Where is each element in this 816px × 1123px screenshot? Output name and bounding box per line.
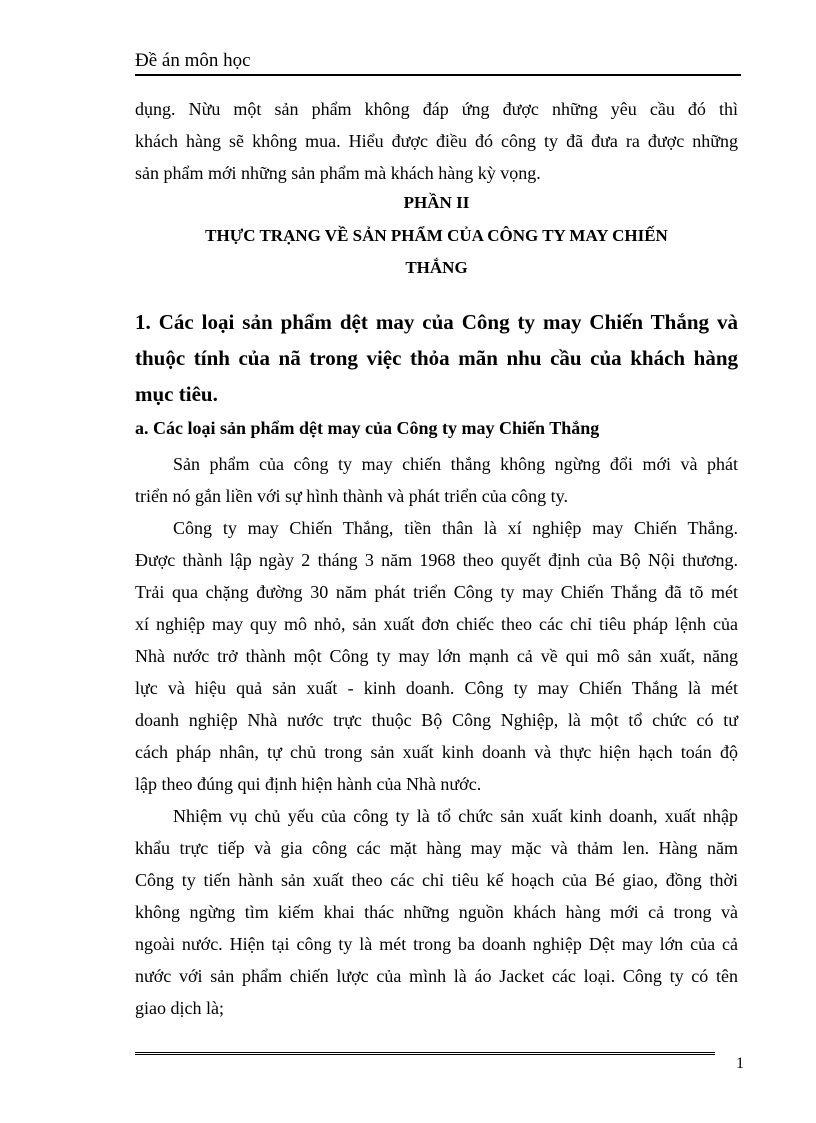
paragraph-line: ngoài nước. Hiện tại công ty là mét trong ba doanh nghiệp Dệt may lớn của cả [135,934,738,954]
paragraph-line: cách pháp nhân, tự chủ trong sản xuất kinh doanh và thực hiện hạch toán độ [135,742,738,762]
footer-divider [135,1052,715,1055]
paragraph-line: nước với sản phẩm chiến lược của mình là áo Jacket các loại. Công ty có tên [135,966,738,986]
paragraph-line: doanh nghiệp Nhà nước trực thuộc Bộ Công Nghiệp, là một tổ chức có tư [135,710,738,730]
paragraph-line: lực và hiệu quả sản xuất - kinh doanh. Công ty may Chiến Thắng là mét [135,678,738,698]
paragraph-line: xí nghiệp may quy mô nhỏ, sản xuất đơn chiếc theo các chỉ tiêu pháp lệnh của [135,614,738,634]
intro-paragraph [135,93,738,189]
intro-line: dụng. Nừu một sản phẩm không đáp ứng được những yêu cầu đó thì [135,99,738,119]
paragraph-line: giao dịch là; [135,998,224,1018]
paragraph-line: Công ty may Chiến Thắng, tiền thân là xí nghiệp may Chiến Thắng. [173,518,738,538]
paragraph-line: không ngừng tìm kiếm khai thác những nguồn khách hàng mới cả trong và [135,902,738,922]
paragraph-1 [135,448,738,512]
subsection-heading: a. Các loại sản phẩm dệt may của Công ty may Chiến Thắng [135,418,600,438]
paragraph-line: Trải qua chặng đường 30 năm phát triển Công ty may Chiến Thắng đã tõ mét [135,582,738,602]
section-heading-line: thuộc tính của nã trong việc thỏa mãn nhu cầu của khách hàng [135,346,738,370]
intro-line: sản phẩm mới những sản phẩm mà khách hàng kỳ vọng. [135,163,541,183]
paragraph-3 [135,800,738,1024]
part-title-line1: THỰC TRẠNG VỀ SẢN PHẨM CỦA CÔNG TY MAY CHIẾN [205,226,668,245]
paragraph-2 [135,512,738,800]
part-label: PHẦN II [403,193,470,212]
part-title-line2: THẮNG [405,258,468,277]
paragraph-line: Sản phẩm của công ty may chiến thắng không ngừng đổi mới và phát [173,454,738,474]
paragraph-line: khẩu trực tiếp và gia công các mặt hàng may mặc và thảm len. Hàng năm [135,838,738,858]
section-heading-line: 1. Các loại sản phẩm dệt may của Công ty may Chiến Thắng và [135,310,738,334]
paragraph-line: Được thành lập ngày 2 tháng 3 năm 1968 theo quyết định của Bộ Nội thương. [135,550,738,570]
paragraph-line: triển nó gắn liền với sự hình thành và phát triển của công ty. [135,486,569,506]
paragraph-line: lập theo đúng qui định hiện hành của Nhà nước. [135,774,482,794]
page-header [135,50,741,76]
paragraph-line: Nhiệm vụ chủ yếu của công ty là tổ chức sản xuất kinh doanh, xuất nhập [173,806,738,826]
section-heading-line: mục tiêu. [135,382,218,406]
paragraph-line: Nhà nước trở thành một Công ty may lớn mạnh cả về qui mô sản xuất, năng [135,646,738,666]
paragraph-line: Công ty tiến hành sản xuất theo các chỉ tiêu kế hoạch của Bé giao, đồng thời [135,870,738,890]
section-heading [135,304,738,412]
header-title: Đề án môn học [135,50,251,71]
intro-line: khách hàng sẽ không mua. Hiểu được điều đó công ty đã đưa ra được những [135,131,738,151]
page-number: 1 [736,1055,744,1072]
